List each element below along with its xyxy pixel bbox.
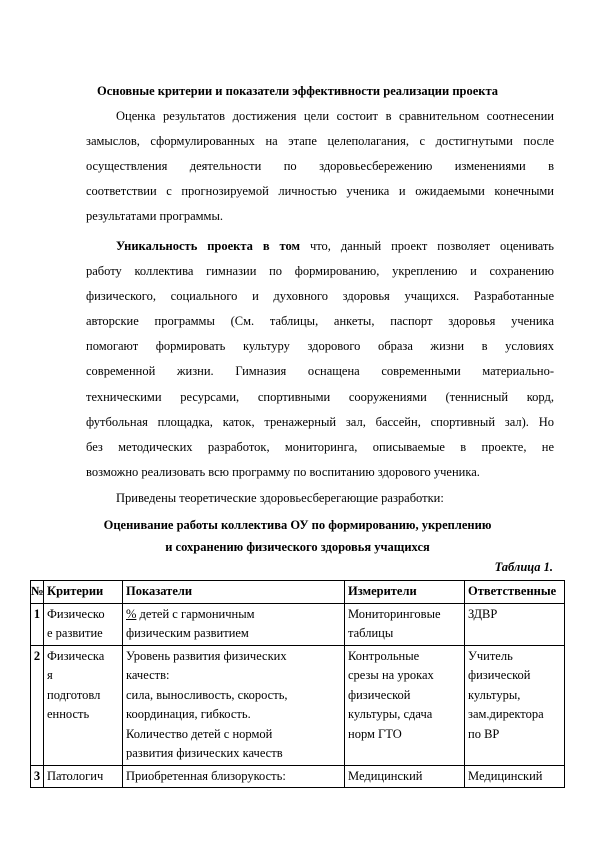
paragraph-line: футбольная площадка, каток, тренажерный зал, бассейн, спортивный зал). Но	[86, 414, 554, 429]
uniqueness-rest: что, данный проект позволяет оценивать	[300, 239, 554, 253]
table-row	[31, 645, 565, 765]
paragraph-line: Оценка результатов достижения цели состоит в сравнительном соотнесении	[116, 109, 554, 123]
cell-text: культуры, сдача	[348, 707, 433, 721]
header-indicators: Показатели	[123, 581, 345, 604]
row-responsible	[465, 765, 565, 788]
header-criteria: Критерии	[44, 581, 123, 604]
cell-text: срезы на уроках	[348, 668, 434, 682]
paragraph-line: Приведены теоретические здоровьесберегающие разработки:	[116, 491, 444, 505]
cell-text: Учитель	[468, 648, 513, 663]
row-indicators	[123, 645, 345, 765]
row-number: 2	[31, 645, 44, 765]
cell-text: норм ГТО	[348, 726, 402, 741]
paragraph-line: замыслов, сформулированных на этапе целеполагания, с достигнутыми после	[86, 134, 554, 149]
paragraph-line: возможно реализовать всю программу по воспитанию здорового ученика.	[86, 464, 480, 479]
uniqueness-lead: Уникальность проекта в том	[116, 239, 301, 253]
cell-text: ЗДВР	[468, 606, 498, 621]
cell-text: зам.директора	[468, 707, 544, 721]
paragraph-line: осуществления деятельности по здоровьесбережению изменениями в	[86, 159, 554, 174]
table-caption-line: Оценивание работы коллектива ОУ по формированию, укреплению	[103, 518, 492, 532]
cell-text: по ВР	[468, 726, 500, 741]
row-criteria	[44, 645, 123, 765]
table-header-row	[31, 581, 565, 604]
paragraph-line: физического, социального и духовного здоровья учащихся. Разработанные	[86, 289, 554, 304]
row-criteria	[44, 765, 123, 788]
row-measures	[345, 765, 465, 788]
cell-text: Патологич	[47, 768, 104, 783]
table-row	[31, 603, 565, 645]
cell-text: развития физических качеств	[126, 746, 283, 760]
cell-text: физическим развитием	[126, 626, 249, 640]
row-measures	[345, 645, 465, 765]
percent-sign: %	[126, 606, 137, 621]
paragraph-developments	[86, 486, 554, 511]
cell-text: енность	[47, 707, 90, 721]
cell-text: координация, гибкость.	[126, 707, 251, 721]
cell-text: Уровень развития физических	[126, 648, 287, 663]
cell-text: Физическо	[47, 606, 105, 621]
criteria-table	[30, 580, 565, 788]
paragraph-line: без методических разработок, мониторинга, описываемые в проекте, не	[86, 439, 554, 454]
paragraph-line: современной жизни. Гимназия оснащена современными материально-	[86, 364, 554, 379]
cell-text: е развитие	[47, 626, 103, 640]
cell-text: Медицинский	[348, 768, 423, 783]
paragraph-line	[86, 234, 554, 259]
paragraph-uniqueness	[86, 234, 554, 485]
cell-text: Физическа	[47, 648, 105, 663]
cell-text: Контрольные	[348, 648, 420, 663]
header-responsible: Ответственные	[465, 581, 565, 604]
cell-text: я	[47, 668, 53, 682]
header-number: №	[31, 581, 44, 604]
row-criteria	[44, 603, 123, 645]
cell-text: Количество детей с нормой	[126, 726, 273, 741]
table-number-label: Таблица 1.	[494, 560, 553, 574]
cell-text: физической	[468, 668, 531, 682]
paragraph-line: техническими ресурсами, спортивными сооружениями (теннисный корд,	[86, 389, 554, 404]
row-measures	[345, 603, 465, 645]
row-indicators	[123, 765, 345, 788]
table-row	[31, 765, 565, 788]
cell-text: детей с гармоничным	[136, 606, 255, 621]
table-caption-line: и сохранению физического здоровья учащихся	[165, 540, 430, 554]
cell-text: Медицинский	[468, 768, 543, 783]
row-number: 3	[31, 765, 44, 788]
cell-text: сила, выносливость, скорость,	[126, 687, 288, 702]
cell-text: физической	[348, 687, 411, 702]
row-responsible	[465, 603, 565, 645]
row-number: 1	[31, 603, 44, 645]
cell-text: Приобретенная близорукость:	[126, 768, 286, 783]
paragraph-evaluation	[86, 104, 554, 229]
row-responsible	[465, 645, 565, 765]
cell-text	[126, 605, 341, 625]
row-indicators	[123, 603, 345, 645]
paragraph-line: работу коллектива гимназии по формированию, укреплению и сохранению	[86, 264, 554, 279]
cell-text: подготовл	[47, 687, 101, 702]
paragraph-line: авторские программы (См. таблицы, анкеты, паспорт здоровья ученика	[86, 314, 554, 329]
cell-text: таблицы	[348, 626, 394, 640]
paragraph-line: соответствии с прогнозируемой личностью ученика и ожидаемыми конечными	[86, 184, 554, 199]
header-measures: Измерители	[345, 581, 465, 604]
paragraph-line: помогают формировать культуру здорового образа жизни в условиях	[86, 339, 554, 354]
cell-text: культуры,	[468, 687, 521, 702]
cell-text: Мониторинговые	[348, 606, 441, 621]
document-title: Основные критерии и показатели эффективности реализации проекта	[96, 84, 499, 98]
cell-text: качеств:	[126, 668, 170, 682]
paragraph-line: результатами программы.	[86, 209, 223, 224]
